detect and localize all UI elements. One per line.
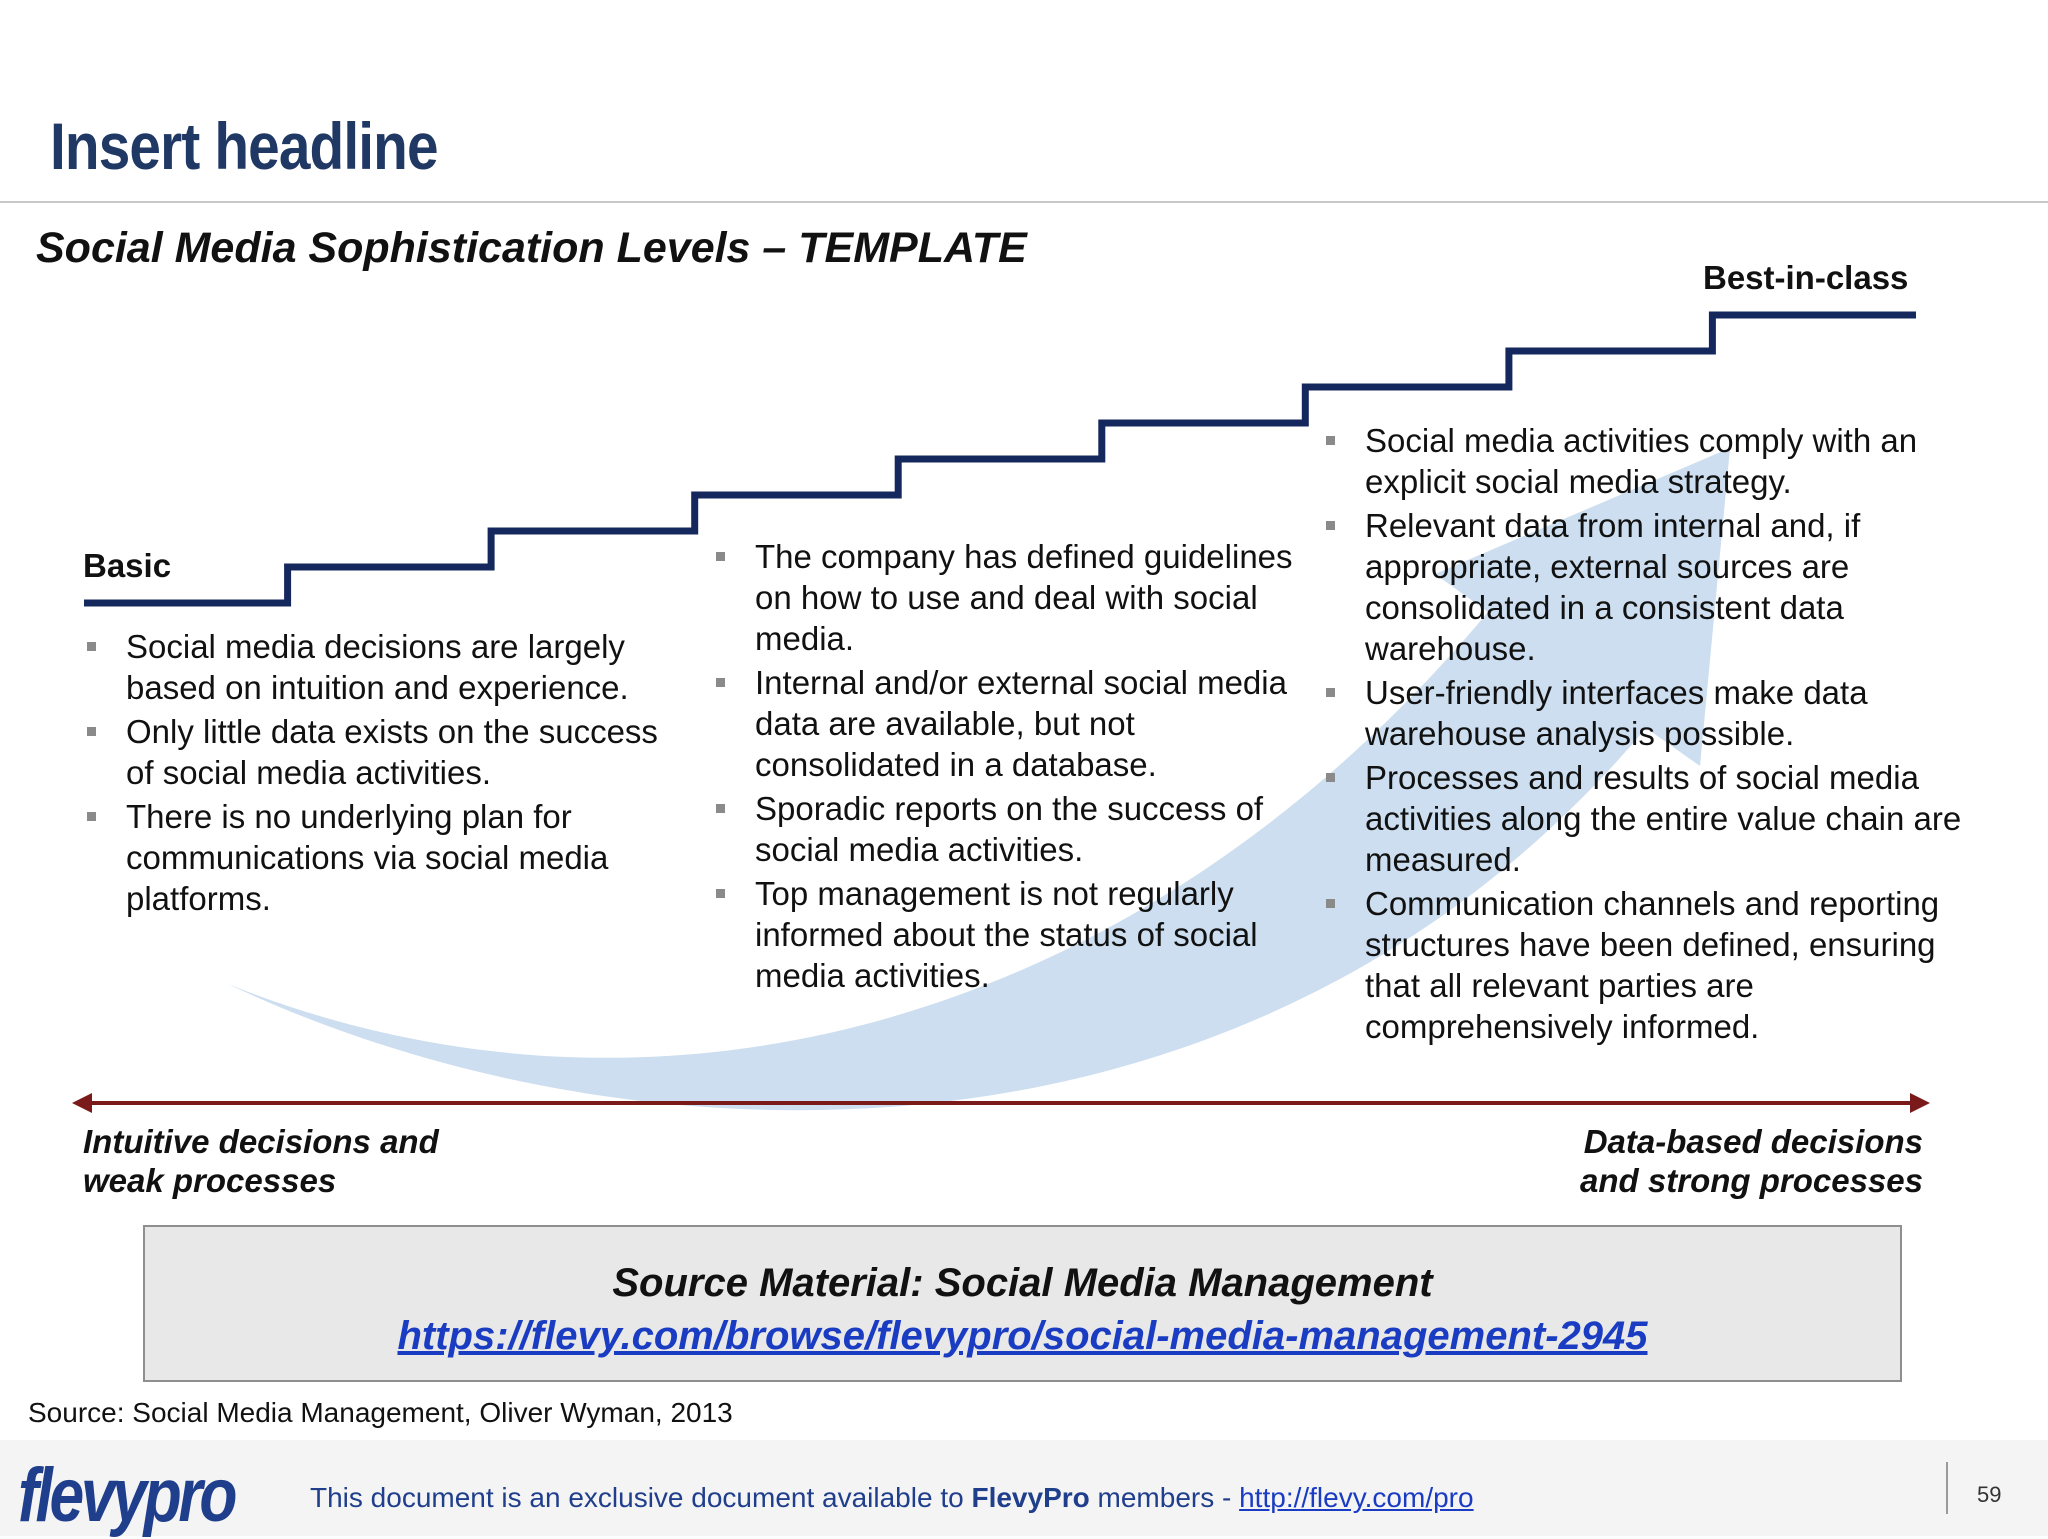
intermediate-level-list <box>712 536 1312 999</box>
basic-label: Basic <box>83 547 172 584</box>
axis-right-label: Data-based decisions and strong processes <box>1580 1123 1923 1199</box>
slide-subtitle: Social Media Sophistication Levels – TEMPLATE <box>36 224 1027 272</box>
list-item: The company has defined guidelines on how to use and deal with social media. <box>712 536 1312 659</box>
list-item: Top management is not regularly informed about the status of social media activities. <box>712 873 1312 996</box>
flevypro-logo: flevypro <box>18 1453 235 1538</box>
footer-divider <box>1946 1462 1948 1514</box>
best-in-class-list <box>1322 420 1982 1050</box>
list-item: Relevant data from internal and, if appropriate, external sources are consolidated in a consistent data warehouse. <box>1322 505 1982 669</box>
list-item: Sporadic reports on the success of social media activities. <box>712 788 1312 870</box>
basic-level-list <box>83 626 693 922</box>
list-item: Communication channels and reporting structures have been defined, ensuring that all relevant parties are comprehensively informed. <box>1322 883 1982 1047</box>
page-headline: Insert headline <box>50 109 438 183</box>
best-in-class-label: Best-in-class <box>1703 259 1909 296</box>
page-number: 59 <box>1977 1482 2002 1507</box>
source-material-box <box>143 1225 1902 1382</box>
source-citation: Source: Social Media Management, Oliver Wyman, 2013 <box>28 1397 733 1428</box>
list-item: Only little data exists on the success of social media activities. <box>83 711 693 793</box>
list-item: Processes and results of social media activities along the entire value chain are measured. <box>1322 757 1982 880</box>
axis-left-label: Intuitive decisions and weak processes <box>83 1123 439 1199</box>
list-item: User-friendly interfaces make data warehouse analysis possible. <box>1322 672 1982 754</box>
footer-text-middle: members - <box>1089 1482 1240 1513</box>
list-item: Internal and/or external social media data are available, but not consolidated in a database. <box>712 662 1312 785</box>
footer-brand: FlevyPro <box>971 1482 1090 1513</box>
list-item: Social media activities comply with an explicit social media strategy. <box>1322 420 1982 502</box>
list-item: Social media decisions are largely based on intuition and experience. <box>83 626 693 708</box>
source-material-title: Source Material: Social Media Management <box>612 1261 1433 1305</box>
footer-notice <box>310 1482 1474 1514</box>
source-material-link[interactable]: https://flevy.com/browse/flevypro/social-media-management-2945 <box>397 1314 1648 1358</box>
footer-text-before: This document is an exclusive document available to <box>310 1482 972 1513</box>
list-item: There is no underlying plan for communications via social media platforms. <box>83 796 693 919</box>
footer-link[interactable]: http://flevy.com/pro <box>1239 1482 1474 1513</box>
